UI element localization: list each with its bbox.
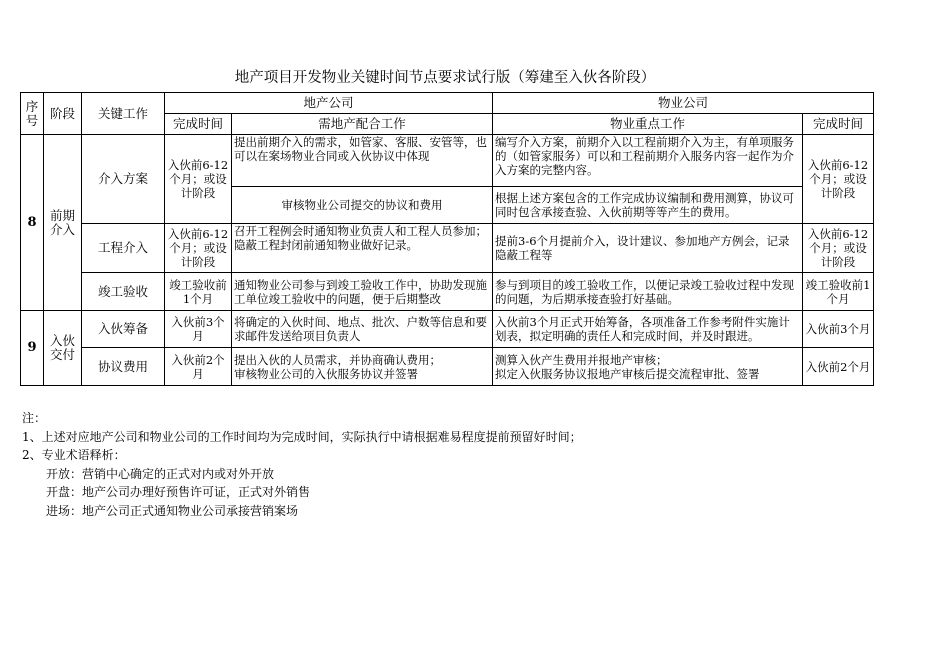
dev-time-cell: 竣工验收前1个月 (165, 273, 232, 311)
task-cell: 介入方案 (82, 135, 165, 224)
dev-work-line: 提出入伙的人员需求，并协商确认费用； (234, 352, 441, 367)
prop-time-cell: 入伙前3个月 (803, 311, 874, 348)
dev-time-cell: 入伙前6-12个月；或设计阶段 (165, 135, 232, 224)
prop-time-cell: 入伙前2个月 (803, 348, 874, 386)
group-stage: 入伙交付 (44, 311, 82, 386)
header-stage: 阶段 (44, 93, 82, 135)
table-row (21, 348, 874, 386)
header-dev-time: 完成时间 (165, 114, 232, 135)
table-row (21, 273, 874, 311)
table-row (21, 311, 874, 348)
group-seq: 9 (21, 311, 44, 386)
prop-time-cell: 入伙前6-12个月；或设计阶段 (803, 224, 874, 273)
header-row-1 (21, 93, 874, 114)
prop-work-cell: 根据上述方案包含的工作完成协议编制和费用测算，协议可同时包含承接查验、入伙前期等等产生的费用。 (493, 187, 803, 224)
task-cell: 协议费用 (82, 348, 165, 386)
dev-work-cell (232, 348, 493, 386)
page-title: 地产项目开发物业关键时间节点要求试行版（筹建至入伙各阶段） (234, 70, 656, 86)
dev-work-line: 召开工程例会时通知物业负责人和工程人员参加； (234, 224, 487, 238)
notes-section (22, 409, 582, 520)
prop-time-cell: 入伙前6-12个月；或设计阶段 (803, 135, 874, 224)
term-definition: 开盘：地产公司办理好预售许可证，正式对外销售 (46, 485, 311, 499)
term-definition: 进场：地产公司正式通知物业公司承接营销案场 (46, 503, 299, 518)
group-seq: 8 (21, 135, 44, 311)
task-cell: 入伙筹备 (82, 311, 165, 348)
dev-work-line: 隐蔽工程封闭前通知物业做好记录。 (234, 238, 418, 252)
dev-work-cell: 将确定的入伙时间、地点、批次、户数等信息和要求邮件发送给项目负责人 (232, 311, 493, 348)
header-property: 物业公司 (493, 93, 874, 114)
dev-time-cell: 入伙前3个月 (165, 311, 232, 348)
notes-heading: 注： (22, 411, 47, 425)
prop-time-cell: 竣工验收前1个月 (803, 273, 874, 311)
prop-work-line: 测算入伙产生费用并报地产审核； (495, 352, 668, 367)
dev-work-cell (232, 224, 493, 273)
prop-work-cell: 编写介入方案，前期介入以工程前期介入为主，有单项服务的（如管家服务）可以和工程前期介入服务内容一起作为介入方案的完整内容。 (493, 135, 803, 187)
header-prop-time: 完成时间 (803, 114, 874, 135)
table-row (21, 135, 874, 187)
dev-time-cell: 入伙前6-12个月；或设计阶段 (165, 224, 232, 273)
header-prop-work: 物业重点工作 (493, 114, 803, 135)
task-cell: 工程介入 (82, 224, 165, 273)
header-task: 关键工作 (82, 93, 165, 135)
prop-work-cell: 入伙前3个月正式开始筹备，各项准备工作参考附件实施计划表，拟定明确的责任人和完成时间，并及时跟进。 (493, 311, 803, 348)
prop-work-cell (493, 348, 803, 386)
dev-work-cell: 提出前期介入的需求，如管家、客服、安管等，也可以在案场物业合同或入伙协议中体现 (232, 135, 493, 187)
term-definition: 开放：营销中心确定的正式对内或对外开放 (46, 466, 275, 481)
prop-work-cell: 参与到项目的竣工验收工作，以便记录竣工验收过程中发现的问题，为后期承接查验打好基础。 (493, 273, 803, 311)
note-item: 2、专业术语释析： (22, 448, 126, 462)
table-row (21, 224, 874, 248)
note-item: 1、上述对应地产公司和物业公司的工作时间均为完成时间，实际执行中请根据难易程度提前预留好时间； (22, 429, 582, 444)
task-cell: 竣工验收 (82, 273, 165, 311)
group-stage: 前期介入 (44, 135, 82, 311)
dev-work-line: 审核物业公司的入伙服务协议并签署 (234, 366, 418, 381)
prop-work-line: 拟定入伙服务协议报地产审核后提交流程审批、签署 (495, 366, 760, 381)
header-seq: 序号 (21, 93, 44, 135)
dev-time-cell: 入伙前2个月 (165, 348, 232, 386)
header-developer: 地产公司 (165, 93, 493, 114)
dev-work-cell: 审核物业公司提交的协议和费用 (232, 187, 493, 224)
dev-work-cell: 通知物业公司参与到竣工验收工作中，协助发现施工单位竣工验收中的问题，便于后期整改 (232, 273, 493, 311)
milestone-table (20, 92, 874, 386)
header-dev-work: 需地产配合工作 (232, 114, 493, 135)
prop-work-cell: 提前3-6个月提前介入，设计建议、参加地产方例会，记录隐蔽工程等 (493, 224, 803, 273)
